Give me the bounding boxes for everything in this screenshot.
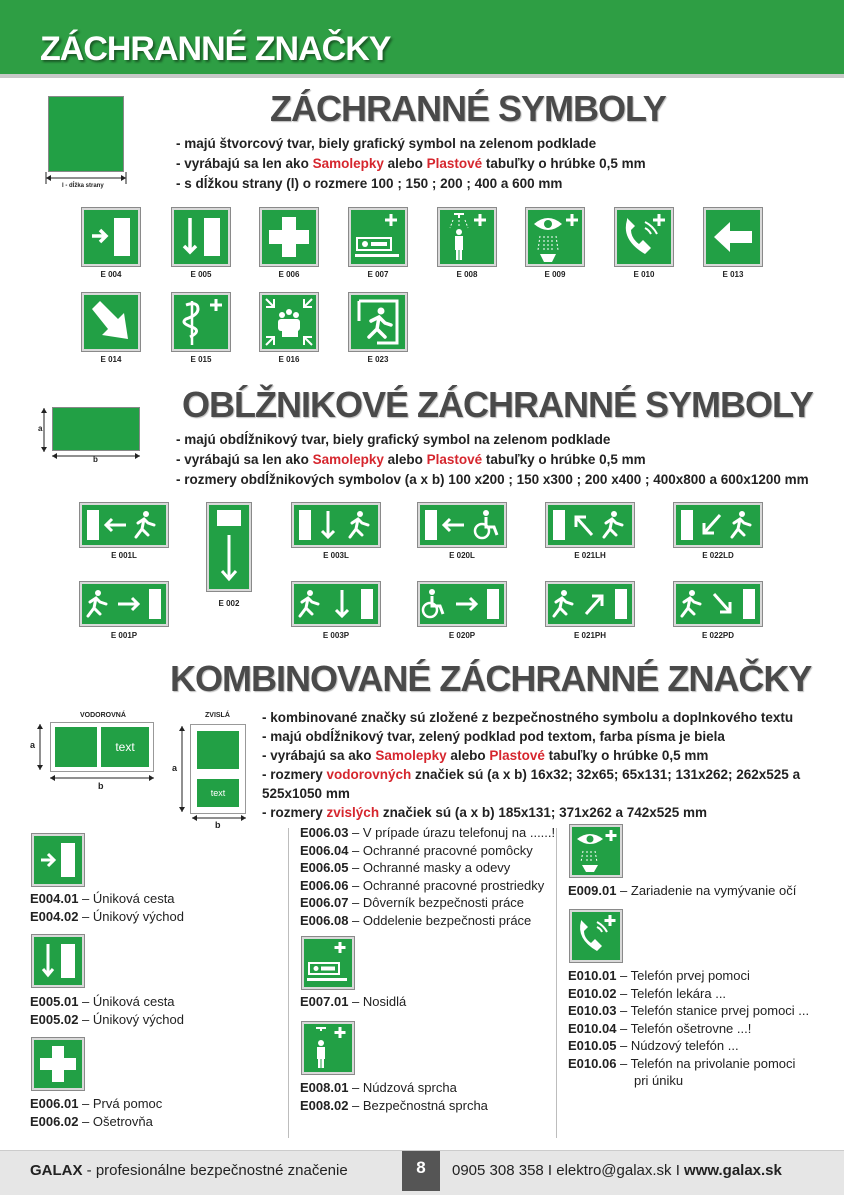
square-bullets: [176, 134, 646, 194]
horiz-dim-a: a: [30, 740, 36, 750]
header-bar: [0, 0, 844, 78]
rect-dim-b: b: [93, 455, 98, 464]
combo-bullet-4: - rozmery vodorovných značiek sú (a x b) 16x32; 32x65; 65x131; 131x262; 262x525 a 525x1050 mm: [262, 767, 801, 801]
sign-e002: [207, 503, 251, 591]
shower-icon: [440, 210, 494, 264]
sign-e007-small: [302, 937, 354, 989]
sign-e015: [172, 293, 230, 351]
sign-e009: [526, 208, 584, 266]
vert-dim-b: b: [215, 820, 221, 830]
code-e020l: E 020L: [449, 551, 475, 560]
sign-e010-small: [570, 910, 622, 962]
footer: [0, 1150, 844, 1195]
code-e021lh: E 021LH: [574, 551, 606, 560]
sign-e010: [615, 208, 673, 266]
code-e023: E 023: [367, 355, 389, 364]
footer-web-link[interactable]: www.galax.sk: [684, 1162, 782, 1179]
sign-e022pd: [674, 582, 762, 626]
page-title: ZÁCHRANNÉ ZNAČKY: [40, 30, 391, 68]
column-divider-1: [288, 828, 289, 1138]
running-man-exit-icon: [676, 584, 760, 624]
list-item: E010.02 – Telefón lekára ...: [568, 985, 727, 1001]
list-item: E010.04 – Telefón ošetrovne ...!: [568, 1020, 752, 1036]
sign-e020l: [418, 503, 506, 547]
running-man-exit-icon: [548, 584, 632, 624]
sign-e005-small: [32, 935, 84, 987]
combo-bullet-3: - vyrábajú sa ako Samolepky alebo Plastové tabuľky o hrúbke 0,5 mm: [262, 748, 709, 763]
sign-e008: [438, 208, 496, 266]
square-bullet-2: - vyrábajú sa len ako Samolepky alebo Plastové tabuľky o hrúbke 0,5 mm: [176, 156, 646, 171]
code-e014: E 014: [100, 355, 122, 364]
code-e005: E 005: [190, 270, 212, 279]
footer-contact: 0905 308 358 I elektro@galax.sk I www.galax.sk: [452, 1162, 782, 1179]
square-section-title: ZÁCHRANNÉ SYMBOLY: [270, 88, 666, 129]
doctor-icon: [174, 295, 228, 349]
horiz-text-panel: text: [101, 727, 149, 767]
rect-bullet-1: - majú obdĺžnikový tvar, biely grafický symbol na zelenom podklade: [176, 432, 611, 447]
code-e016: E 016: [278, 355, 300, 364]
sign-e020p: [418, 582, 506, 626]
exit-door-arrow-icon: [34, 836, 82, 884]
rect-bullet-2: - vyrábajú sa len ako Samolepky alebo Plastové tabuľky o hrúbke 0,5 mm: [176, 452, 646, 467]
square-bullet-3: - s dĺžkou strany (l) o rozmere 100 ; 150 ; 200 ; 400 a 600 mm: [176, 176, 563, 191]
list-item: E006.01 – Prvá pomoc: [30, 1096, 163, 1111]
list-item: E005.02 – Únikový východ: [30, 1011, 184, 1027]
list-item: E010.06 – Telefón na privolanie pomoci: [568, 1055, 796, 1071]
vert-dimension: [174, 722, 254, 822]
footer-brand: GALAX - profesionálne bezpečnostné značenie: [30, 1162, 348, 1179]
list-item: pri úniku: [634, 1073, 684, 1088]
first-aid-cross-icon: [34, 1040, 82, 1088]
code-e006: E 006: [278, 270, 300, 279]
column-divider-2: [556, 828, 557, 1138]
arrow-down-door-icon: [294, 505, 378, 545]
square-bullet-1: - majú štvorcový tvar, biely grafický symbol na zelenom podklade: [176, 136, 597, 151]
sign-e014: [82, 293, 140, 351]
list-item: E008.02 – Bezpečnostná sprcha: [300, 1097, 488, 1113]
square-dim-label: l - dĺžka strany: [62, 183, 104, 189]
list-item: E006.03 – V prípade úrazu telefonuj na ......!: [300, 825, 556, 840]
list-item: E009.01 – Zariadenie na vymývanie očí: [568, 883, 797, 898]
code-e022pd: E 022PD: [701, 631, 735, 640]
list-e004: [30, 890, 184, 925]
arrow-diagonal-icon: [84, 295, 138, 349]
sign-e021lh: [546, 503, 634, 547]
arrow-down-door-icon: [34, 937, 82, 985]
sign-e021ph: [546, 582, 634, 626]
rect-bullets: [176, 430, 809, 490]
list-item: E010.05 – Núdzový telefón ...: [568, 1038, 739, 1053]
list-item: E006.05 – Ochranné masky a odevy: [300, 860, 511, 875]
sign-e022ld: [674, 503, 762, 547]
code-e015: E 015: [190, 355, 212, 364]
list-item: E006.02 – Ošetrovňa: [30, 1113, 153, 1129]
sign-e006: [260, 208, 318, 266]
list-item: E010.01 – Telefón prvej pomoci: [568, 968, 750, 983]
list-item: E004.01 – Úniková cesta: [30, 891, 175, 906]
arrow-down-door-icon: [174, 210, 228, 264]
list-e009: [568, 882, 796, 900]
list-item: E005.01 – Úniková cesta: [30, 994, 175, 1009]
list-item: E006.04 – Ochranné pracovné pomôcky: [300, 842, 533, 858]
code-e007: E 007: [367, 270, 389, 279]
code-e010: E 010: [633, 270, 655, 279]
sign-e003p: [292, 582, 380, 626]
combo-bullet-2: - majú obdĺžnikový tvar, zelený podklad pod textom, farba písma je biela: [262, 729, 725, 744]
combo-bullet-5: - rozmery zvislých značiek sú (a x b) 185x131; 371x262 a 742x525 mm: [262, 805, 708, 820]
sign-e008-small: [302, 1022, 354, 1074]
code-e003p: E 003P: [322, 631, 350, 640]
running-man-exit-icon: [294, 584, 378, 624]
exit-door-arrow-icon: [84, 210, 138, 264]
exit-door-arrow-icon: [82, 505, 166, 545]
list-item: E010.03 – Telefón stanice prvej pomoci ...: [568, 1003, 810, 1018]
horiz-label: VODOROVNÁ: [80, 712, 126, 719]
code-e022ld: E 022LD: [702, 551, 734, 560]
eye-wash-icon: [528, 210, 582, 264]
sign-e004-small: [32, 834, 84, 886]
rect-dimension: [38, 404, 146, 462]
rect-dim-a: a: [38, 424, 43, 433]
code-e013: E 013: [722, 270, 744, 279]
shower-icon: [304, 1024, 352, 1072]
sign-e006-small: [32, 1038, 84, 1090]
horiz-dim-b: b: [98, 781, 104, 791]
sign-e005: [172, 208, 230, 266]
list-e008: [300, 1079, 488, 1114]
assembly-point-icon: [262, 295, 316, 349]
running-man-exit-icon: [548, 505, 632, 545]
sign-e003l: [292, 503, 380, 547]
running-man-exit-icon: [82, 584, 166, 624]
code-e003l: E 003L: [323, 551, 349, 560]
code-e001l: E 001L: [111, 551, 137, 560]
list-e006: [30, 1095, 162, 1130]
sign-e016: [260, 293, 318, 351]
vert-dim-a: a: [172, 763, 178, 773]
phone-icon: [617, 210, 671, 264]
list-item: E007.01 – Nosidlá: [300, 994, 407, 1009]
stretcher-icon: [351, 210, 405, 264]
code-e001p: E 001P: [110, 631, 138, 640]
list-item: E006.07 – Dôverník bezpečnosti práce: [300, 895, 525, 910]
combo-bullets: [262, 708, 844, 822]
rect-bullet-3: - rozmery obdĺžnikových symbolov (a x b) 100 x200 ; 150 x300 ; 200 x400 ; 400x800 a 600x1200 mm: [176, 472, 809, 487]
sign-e013: [704, 208, 762, 266]
arrow-left-icon: [706, 210, 760, 264]
running-man-exit-icon: [676, 505, 760, 545]
first-aid-cross-icon: [262, 210, 316, 264]
horiz-dimension: [30, 720, 160, 790]
code-e002: E 002: [218, 599, 240, 608]
arrow-down-door-icon: [209, 505, 249, 589]
sign-e023: [349, 293, 407, 351]
wheelchair-icon: [420, 505, 504, 545]
wheelchair-icon: [420, 584, 504, 624]
combo-section-title: KOMBINOVANÉ ZÁCHRANNÉ ZNAČKY: [170, 658, 812, 699]
square-sample: [48, 96, 124, 172]
sign-e001p: [80, 582, 168, 626]
list-e010: [568, 967, 809, 1090]
code-e008: E 008: [456, 270, 478, 279]
phone-icon: [572, 912, 620, 960]
code-e021ph: E 021PH: [573, 631, 607, 640]
stretcher-icon: [304, 939, 352, 987]
combo-bullet-1: - kombinované značky sú zložené z bezpečnostného symbolu a doplnkového textu: [262, 710, 794, 725]
list-e005: [30, 993, 184, 1028]
code-e004: E 004: [100, 270, 122, 279]
rect-section-title: OBĹŽNIKOVÉ ZÁCHRANNÉ SYMBOLY: [182, 384, 813, 425]
list-item: E006.06 – Ochranné pracovné prostriedky: [300, 877, 545, 893]
running-man-exit-icon: [351, 295, 405, 349]
sign-e004: [82, 208, 140, 266]
list-item: E006.08 – Oddelenie bezpečnosti práce: [300, 912, 532, 928]
sign-e007: [349, 208, 407, 266]
list-item: E004.02 – Únikový východ: [30, 908, 184, 924]
sign-e009-small: [570, 825, 622, 877]
sign-e001l: [80, 503, 168, 547]
eye-wash-icon: [572, 827, 620, 875]
vert-text-panel: text: [197, 779, 239, 807]
list-e006-more: [300, 824, 555, 929]
code-e009: E 009: [544, 270, 566, 279]
vert-label: ZVISLÁ: [205, 712, 230, 719]
list-item: E008.01 – Núdzová sprcha: [300, 1080, 457, 1095]
code-e020p: E 020P: [448, 631, 476, 640]
page-number: 8: [402, 1151, 440, 1191]
list-e007: [300, 993, 406, 1011]
